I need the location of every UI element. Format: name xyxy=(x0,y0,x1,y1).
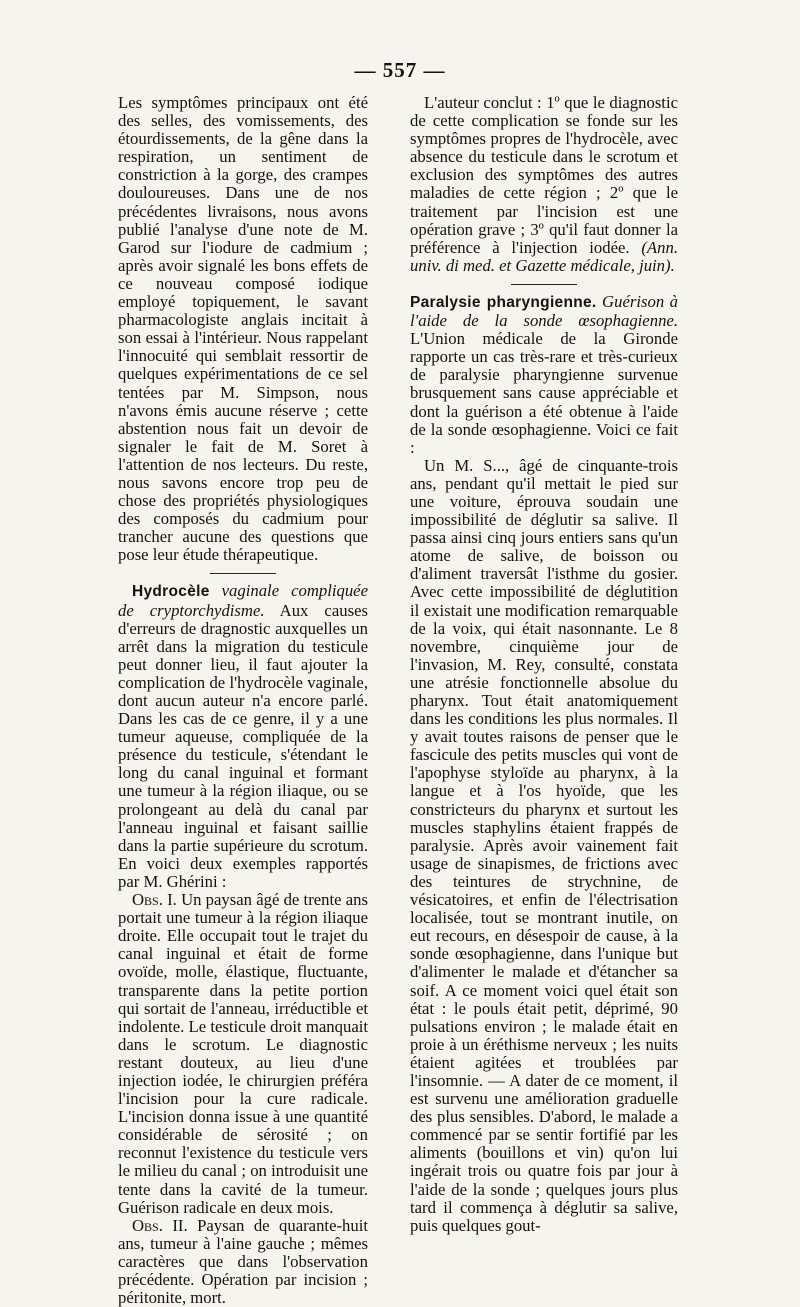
observation-1 xyxy=(118,891,368,1217)
section-divider xyxy=(511,284,577,285)
paralysie-title: Paralysie pharyngienne. xyxy=(410,293,597,311)
hydrocele-subtitle: vaginale compliquée de cryptorchydisme. xyxy=(118,581,368,620)
conclusion-paragraph xyxy=(410,94,678,275)
section-divider xyxy=(210,573,276,574)
observation-2-label: Obs. II. xyxy=(132,1215,188,1235)
paralysie-body: Un M. S..., âgé de cinquante-trois ans, pendant qu'il mettait le pied sur une voiture, éprouva soudain une impossibilité de déglutir sa salive. Il passa ainsi cinq jours entiers sans qu'un atome de salive, de boisson ou d'aliment traversât l'isthme du gosier. Avec cette impossibilité de déglutition il existait une modification remarquable de la voix, qui était nasonnante. Le 8 novembre, cinquième jour de l'invasion, M. Rey, consulté, constata une atrésie fonctionnelle absolue du pharynx. Tout était anatomiquement dans les conditions les plus normales. Il y avait toutes raisons de penser que le fascicule des petits muscles qui vont de l'apophyse styloïde au pharynx, à la langue et à l'os hyoïde, que les constricteurs du pharynx et surtout les muscles staphylins étaient frappés de paralysie. Après avoir vainement fait usage de sinapismes, de frictions avec des teintures de strychnine, de vésicatoires, et enfin de l'électrisation localisée, tout se montrant inutile, on eut recours, en désespoir de cause, à la sonde œsophagienne, dans l'unique but d'alimenter le malade et d'étancher sa soif. A ce moment voici quel était son état : le pouls était petit, déprimé, 90 pulsations environ ; le malade était en proie à un éréthisme nerveux ; les nuits étaient agitées et troublées par l'insomnie. — A dater de ce moment, il est survenu une amélioration graduelle des plus sensibles. D'abord, le malade a commencé par se sentir fortifié par les aliments (bouillons et vin) qu'on lui ingérait trois ou quatre fois par jour à l'aide de la sonde ; quelques jours plus tard il commença à déglutir sa salive, puis quelques gout- xyxy=(410,455,678,1235)
left-column xyxy=(118,94,368,1307)
hydrocele-title: Hydrocèle xyxy=(132,583,210,601)
observation-2-text: Paysan de quarante-huit ans, tumeur à l'aine gauche ; mêmes caractères que dans l'observation précédente. Opération par incision ; péritonite, mort. xyxy=(118,1215,368,1307)
conclusion-text: L'auteur conclut : 1º que le diagnostic de cette complication se fonde sur les symptômes propres de l'hydrocèle, avec absence du testicule dans le scrotum et exclusion des symptômes des autres maladies de cette région ; 2º que le traitement par l'incision est une opération grave ; 3º qu'il faut donner la préférence à l'injection iodée. xyxy=(410,93,678,257)
hydrocele-body: Aux causes d'erreurs de dragnostic auxquelles un arrêt dans la migration du testicule peut donner lieu, il faut ajouter la complication de l'hydrocèle vaginale, dont aucun auteur n'a encore parlé. Dans les cas de ce genre, il y a une tumeur aqueuse, compliquée de la présence du testicule, s'étendant le long du canal inguinal et formant une tumeur à la région iliaque, ou se prolongeant au delà du canal par l'anneau inguinal et faisant saillie dans la partie supérieure du scrotum. En voici deux exemples rapportés par M. Ghérini : xyxy=(118,600,368,891)
conclusion-source: (Ann. univ. di med. et Gazette médicale, juin). xyxy=(410,237,678,275)
paralysie-subtitle: Guérison à l'aide de la sonde œsophagienne. xyxy=(410,291,678,331)
page-number: — 557 — xyxy=(354,58,446,82)
observation-1-label: Obs. I. xyxy=(132,890,177,910)
paralysie-lead-text: L'Union médicale de la Gironde rapporte un cas très-rare et très-curieux de paralysie pharyngienne survenue brusquement sans cause appréciable et dont la guérison a été obtenue à l'aide de la sonde œsophagienne. Voici ce fait : xyxy=(410,329,678,457)
intro-paragraph: Les symptômes principaux ont été des selles, des vomissements, des étourdissements, de la gêne dans la respiration, un sentiment de constriction à la gorge, des crampes douloureuses. Dans une de nos précédentes livraisons, nous avons publié l'analyse d'une note de M. Garod sur l'iodure de cadmium ; après avoir signalé les bons effets de ce nouveau composé iodique employé topiquement, le savant pharmacologiste anglais incitait à son essai à l'intérieur. Nous rappelant l'innocuité qui semblait ressortir de quelques expérimentations de ce sel tentées par M. Simpson, nous n'avons émis aucune réserve ; cette abstention nous fait un devoir de signaler le fait de M. Soret à l'attention de nos lecteurs. Du reste, nous savons encore trop peu de chose des propriétés physiologiques des composés du cadmium pour trancher aucune des questions que pose leur étude thérapeutique. xyxy=(118,93,368,565)
paralysie-article-lead xyxy=(410,293,678,457)
observation-1-text: Un paysan âgé de trente ans portait une tumeur à la région iliaque droite. Elle occupait tout le trajet du canal inguinal et était de forme ovoïde, molle, élastique, fluctuante, transparente dans la petite portion qui sortait de l'anneau, irréductible et indolente. Le testicule droit manquait dans le scrotum. Le diagnostic restant douteux, au lieu d'une injection iodée, le chirurgien préféra l'incision pour la cure radicale. L'incision donna issue à une quantité considérable de sérosité ; on reconnut l'existence du testicule vers le milieu du canal ; on introduisit une tente dans la cavité de la tumeur. Guérison radicale en deux mois. xyxy=(118,890,368,1217)
right-column xyxy=(410,94,678,1235)
hydrocele-article-lead xyxy=(118,582,368,891)
